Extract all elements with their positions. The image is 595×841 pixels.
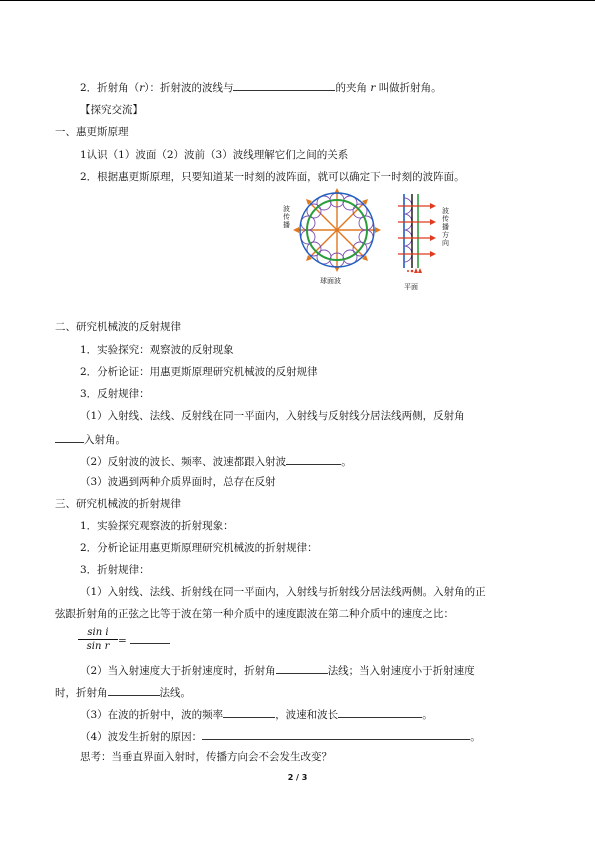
plane-wave-figure bbox=[396, 192, 442, 274]
text: ）：折射波的波线与 bbox=[144, 82, 234, 94]
spherical-side-label: 波传播 bbox=[283, 205, 290, 229]
refraction-rule3 bbox=[80, 706, 433, 722]
refraction-rule4 bbox=[80, 728, 481, 744]
section1-title: 一、惠更斯原理 bbox=[55, 126, 129, 138]
text: 叫做折射角。 bbox=[378, 82, 442, 94]
refraction-rule2-line1 bbox=[80, 662, 475, 678]
reflection-rule1-line2 bbox=[55, 431, 126, 447]
section3-item2: 2．分析论证用惠更斯原理研究机械波的折射规律： bbox=[80, 542, 318, 554]
refraction-angle-definition bbox=[80, 79, 442, 95]
text: 。 bbox=[341, 456, 352, 468]
section3-item1: 1．实验探究观察波的折射现象： bbox=[80, 520, 234, 532]
fill-blank[interactable] bbox=[233, 79, 335, 91]
text: 时，折射角 bbox=[55, 687, 108, 699]
reflection-rule3: （3）波遇到两种介质界面时，总存在反射 bbox=[80, 476, 276, 488]
fill-blank[interactable] bbox=[55, 431, 84, 443]
text: 法线。 bbox=[159, 687, 191, 699]
text: 入射角。 bbox=[84, 434, 126, 446]
text: 的夹角 bbox=[335, 82, 367, 94]
source-marks bbox=[407, 268, 422, 273]
fill-blank[interactable] bbox=[130, 632, 170, 644]
text: （2）当入射速度大于折射速度时，折射角 bbox=[80, 665, 276, 677]
text: 。 bbox=[470, 731, 481, 743]
plane-wave-diagram bbox=[398, 194, 436, 273]
text: （3）在波的折射中，波的频率 bbox=[80, 709, 224, 721]
reflection-rule2 bbox=[80, 453, 352, 469]
spherical-caption: 球面波 bbox=[320, 277, 341, 285]
var-r: r bbox=[139, 82, 145, 94]
plane-rays bbox=[398, 206, 432, 254]
spherical-wave-figure bbox=[282, 188, 392, 288]
text: ，波速和波长 bbox=[275, 709, 339, 721]
think-question: 思考：当垂直界面入射时，传播方向会不会发生改变？ bbox=[80, 751, 332, 763]
fraction-numerator: sin i bbox=[78, 626, 118, 640]
plane-wavelets bbox=[404, 198, 412, 262]
var-r: r bbox=[370, 82, 376, 94]
page-number: 2 / 3 bbox=[287, 773, 308, 782]
equals-sign: = bbox=[118, 635, 127, 647]
section2-item2: 2．分析论证：用惠更斯原理研究机械波的反射规律 bbox=[80, 366, 318, 378]
header-rule bbox=[0, 0, 595, 1]
explore-heading: 【探究交流】 bbox=[80, 104, 143, 116]
plane-caption: 平面 bbox=[404, 283, 418, 291]
section2-title: 二、研究机械波的反射规律 bbox=[55, 321, 181, 333]
fill-blank[interactable] bbox=[108, 684, 160, 696]
reflection-rule1-line1: （1）入射线、法线、反射线在同一平面内，入射线与反射线分居法线两侧，反射角 bbox=[80, 410, 465, 422]
fraction-denominator: sin r bbox=[86, 641, 110, 652]
section2-item1: 1．实验探究：观察波的反射现象 bbox=[80, 344, 234, 356]
fill-blank[interactable] bbox=[338, 706, 422, 718]
spherical-wave-diagram bbox=[293, 188, 381, 272]
section1-item2: 2．根据惠更斯原理，只要知道某一时刻的波阵面，就可以确定下一时刻的波阵面。 bbox=[80, 171, 465, 183]
fill-blank[interactable] bbox=[276, 662, 328, 674]
fill-blank[interactable] bbox=[286, 453, 341, 465]
plane-side-label: 波传播方向 bbox=[442, 207, 449, 247]
text: （4）波发生折射的原因： bbox=[80, 731, 203, 743]
text: （2）反射波的波长、频率、波速都跟入射波 bbox=[80, 456, 287, 468]
section3-title: 三、研究机械波的折射规律 bbox=[55, 498, 181, 510]
refraction-rule1-line2: 弦跟折射角的正弦之比等于波在第一种介质中的速度跟波在第二种介质中的速度之比： bbox=[55, 608, 454, 620]
text: 法线；当入射速度小于折射速度 bbox=[327, 665, 475, 677]
fill-blank[interactable] bbox=[202, 728, 470, 740]
text: 2．折射角（ bbox=[80, 82, 140, 94]
snell-equals bbox=[118, 632, 170, 648]
section3-item3: 3．折射规律： bbox=[80, 564, 150, 576]
refraction-rule1-line1: （1）入射线、法线、折射线在同一平面内，入射线与折射线分居法线两侧。入射角的正 bbox=[80, 586, 486, 598]
plane-arrowheads bbox=[430, 203, 436, 257]
section1-item1: 1认识（1）波面（2）波前（3）波线理解它们之间的关系 bbox=[80, 149, 349, 161]
refraction-rule2-line2 bbox=[55, 684, 191, 700]
fill-blank[interactable] bbox=[223, 706, 275, 718]
section2-item3: 3．反射规律： bbox=[80, 388, 150, 400]
snell-fraction bbox=[78, 626, 118, 653]
text: 。 bbox=[422, 709, 433, 721]
